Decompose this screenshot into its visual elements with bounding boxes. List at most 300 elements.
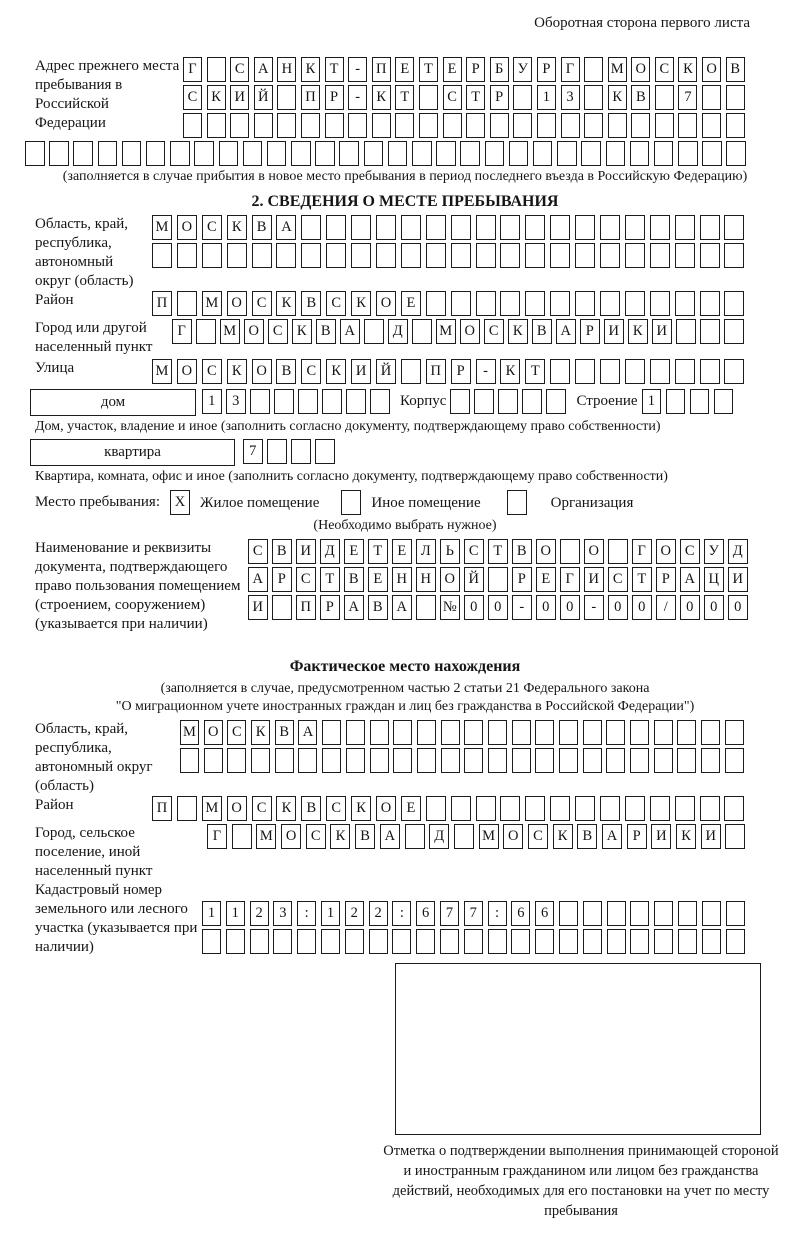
char-cell xyxy=(202,929,221,954)
char-cell xyxy=(346,389,366,414)
char-cell xyxy=(277,85,296,110)
char-cell xyxy=(370,748,389,773)
char-cell xyxy=(625,796,645,821)
char-cell: Е xyxy=(536,567,556,592)
char-cell xyxy=(535,748,554,773)
section2-title: 2. СВЕДЕНИЯ О МЕСТЕ ПРЕБЫВАНИЯ xyxy=(251,193,559,210)
char-cell: К xyxy=(207,85,226,110)
char-cell xyxy=(726,929,745,954)
char-cell: Й xyxy=(376,359,396,384)
char-cell: 2 xyxy=(250,901,269,926)
char-cell xyxy=(654,720,673,745)
char-cell: Т xyxy=(488,539,508,564)
char-cell xyxy=(230,113,249,138)
char-cell xyxy=(426,796,446,821)
char-cell xyxy=(557,141,577,166)
char-cell xyxy=(583,929,602,954)
char-cell: С xyxy=(183,85,202,110)
char-cell xyxy=(606,141,626,166)
char-cell xyxy=(726,85,745,110)
char-cell: М xyxy=(202,291,222,316)
char-cell: К xyxy=(292,319,312,344)
char-cell: 1 xyxy=(202,389,222,414)
gorod-row xyxy=(172,319,748,344)
char-cell xyxy=(714,389,734,414)
char-cell: 0 xyxy=(632,595,652,620)
char-cell: Р xyxy=(512,567,532,592)
char-cell: К xyxy=(227,359,247,384)
char-cell xyxy=(321,929,340,954)
char-cell xyxy=(725,748,744,773)
char-cell xyxy=(726,113,745,138)
char-cell xyxy=(250,389,270,414)
char-cell: И xyxy=(248,595,268,620)
raion-label: Район xyxy=(35,292,74,308)
raion3-label: Район xyxy=(35,797,74,813)
char-cell xyxy=(443,113,462,138)
char-cell: Т xyxy=(419,57,438,82)
gorod3-block xyxy=(30,824,780,881)
oblast3-row-1 xyxy=(180,720,749,745)
char-cell: Д xyxy=(429,824,449,849)
char-cell: К xyxy=(372,85,391,110)
char-cell: 1 xyxy=(642,389,662,414)
char-cell xyxy=(650,796,670,821)
char-cell: О xyxy=(631,57,650,82)
char-cell xyxy=(575,359,595,384)
char-cell xyxy=(441,748,460,773)
char-cell: - xyxy=(476,359,496,384)
char-cell: В xyxy=(355,824,375,849)
char-cell: В xyxy=(532,319,552,344)
char-cell: / xyxy=(656,595,676,620)
char-cell xyxy=(724,291,744,316)
char-cell xyxy=(559,929,578,954)
char-cell xyxy=(232,824,252,849)
char-cell xyxy=(177,291,197,316)
char-cell: 7 xyxy=(678,85,697,110)
char-cell xyxy=(346,748,365,773)
char-cell: Е xyxy=(344,539,364,564)
char-cell: 0 xyxy=(680,595,700,620)
char-cell xyxy=(581,141,601,166)
char-cell: - xyxy=(348,85,367,110)
char-cell xyxy=(700,291,720,316)
prev-address-row-2 xyxy=(183,85,749,110)
char-cell: - xyxy=(584,595,604,620)
char-cell: 3 xyxy=(226,389,246,414)
char-cell xyxy=(291,439,311,464)
char-cell xyxy=(584,85,603,110)
char-cell xyxy=(606,748,625,773)
char-cell: А xyxy=(298,720,317,745)
char-cell xyxy=(654,901,673,926)
char-cell xyxy=(583,720,602,745)
char-cell xyxy=(227,748,246,773)
char-cell: Й xyxy=(254,85,273,110)
char-cell xyxy=(606,720,625,745)
checkbox-inoe xyxy=(341,490,361,515)
char-cell: С xyxy=(252,291,272,316)
char-cell: К xyxy=(227,215,247,240)
char-cell xyxy=(654,748,673,773)
char-cell xyxy=(277,113,296,138)
char-cell: С xyxy=(296,567,316,592)
char-cell xyxy=(401,243,421,268)
char-cell: А xyxy=(392,595,412,620)
char-cell: Ь xyxy=(440,539,460,564)
char-cell: П xyxy=(152,796,172,821)
char-cell xyxy=(725,824,745,849)
char-cell xyxy=(500,796,520,821)
char-cell xyxy=(460,141,480,166)
char-cell xyxy=(488,720,507,745)
char-cell: К xyxy=(608,85,627,110)
char-cell xyxy=(392,929,411,954)
char-cell: 7 xyxy=(243,439,263,464)
char-cell: С xyxy=(655,57,674,82)
char-cell: М xyxy=(202,796,222,821)
char-cell: Д xyxy=(320,539,340,564)
char-cell: Р xyxy=(537,57,556,82)
char-cell xyxy=(416,595,436,620)
char-cell xyxy=(702,929,721,954)
char-cell: В xyxy=(726,57,745,82)
char-cell xyxy=(583,748,602,773)
char-cell: 1 xyxy=(537,85,556,110)
char-cell xyxy=(370,389,390,414)
char-cell: С xyxy=(268,319,288,344)
char-cell: В xyxy=(368,595,388,620)
char-cell xyxy=(512,748,531,773)
char-cell xyxy=(351,243,371,268)
char-cell xyxy=(395,113,414,138)
char-cell xyxy=(511,929,530,954)
char-cell xyxy=(322,389,342,414)
char-cell xyxy=(575,796,595,821)
char-cell xyxy=(412,141,432,166)
char-cell xyxy=(488,567,508,592)
char-cell xyxy=(488,929,507,954)
char-cell xyxy=(625,215,645,240)
char-cell: А xyxy=(556,319,576,344)
kvartira-cells xyxy=(243,439,339,464)
char-cell xyxy=(559,901,578,926)
char-cell xyxy=(560,539,580,564)
char-cell: В xyxy=(512,539,532,564)
char-cell xyxy=(607,929,626,954)
char-cell: И xyxy=(604,319,624,344)
char-cell: М xyxy=(256,824,276,849)
char-cell xyxy=(204,748,223,773)
char-cell xyxy=(451,796,471,821)
char-cell xyxy=(251,748,270,773)
char-cell xyxy=(272,595,292,620)
char-cell: О xyxy=(177,215,197,240)
char-cell xyxy=(525,796,545,821)
char-cell: С xyxy=(528,824,548,849)
char-cell xyxy=(600,796,620,821)
char-cell xyxy=(535,720,554,745)
char-cell: Д xyxy=(728,539,748,564)
char-cell: С xyxy=(248,539,268,564)
char-cell xyxy=(584,57,603,82)
char-cell xyxy=(451,215,471,240)
char-cell: К xyxy=(508,319,528,344)
char-cell xyxy=(322,748,341,773)
char-cell xyxy=(608,539,628,564)
char-cell xyxy=(525,215,545,240)
char-cell: П xyxy=(152,291,172,316)
char-cell: С xyxy=(484,319,504,344)
char-cell: О xyxy=(177,359,197,384)
char-cell xyxy=(177,796,197,821)
char-cell xyxy=(724,215,744,240)
char-cell: К xyxy=(326,359,346,384)
char-cell xyxy=(250,929,269,954)
char-cell xyxy=(450,389,470,414)
korpus-cells xyxy=(450,389,570,414)
char-cell xyxy=(417,748,436,773)
char-cell: К xyxy=(351,291,371,316)
char-cell: К xyxy=(351,796,371,821)
char-cell xyxy=(298,389,318,414)
prev-address-row-4 xyxy=(25,141,780,166)
kvartira-row xyxy=(30,439,780,467)
char-cell: С xyxy=(202,215,222,240)
char-cell xyxy=(726,901,745,926)
char-cell: А xyxy=(380,824,400,849)
char-cell: Т xyxy=(368,539,388,564)
char-cell xyxy=(650,359,670,384)
char-cell: 2 xyxy=(369,901,388,926)
char-cell xyxy=(196,319,216,344)
char-cell: Р xyxy=(325,85,344,110)
ulitsa-block xyxy=(30,359,780,387)
char-cell: 2 xyxy=(345,901,364,926)
oblast-row-1 xyxy=(152,215,749,240)
char-cell xyxy=(326,215,346,240)
option-inoe-label: Иное помещение xyxy=(371,494,481,511)
char-cell: С xyxy=(301,359,321,384)
kvartira-box: квартира xyxy=(30,439,235,466)
char-cell: В xyxy=(275,720,294,745)
char-cell: С xyxy=(608,567,628,592)
char-cell xyxy=(513,113,532,138)
char-cell: С xyxy=(306,824,326,849)
char-cell xyxy=(488,748,507,773)
char-cell xyxy=(219,141,239,166)
char-cell: М xyxy=(152,215,172,240)
char-cell xyxy=(702,113,721,138)
char-cell: И xyxy=(230,85,249,110)
char-cell: М xyxy=(479,824,499,849)
ulitsa-row xyxy=(152,359,749,384)
char-cell xyxy=(500,243,520,268)
kadastr-block xyxy=(30,881,780,957)
char-cell xyxy=(412,319,432,344)
char-cell: О xyxy=(244,319,264,344)
char-cell: В xyxy=(577,824,597,849)
char-cell: 0 xyxy=(464,595,484,620)
char-cell: Е xyxy=(401,291,421,316)
char-cell: Г xyxy=(561,57,580,82)
dom-note: Дом, участок, владение и иное (заполнить согласно документу, подтверждающему право собственности) xyxy=(35,419,661,434)
char-cell xyxy=(267,141,287,166)
char-cell xyxy=(301,113,320,138)
char-cell xyxy=(298,748,317,773)
char-cell: Р xyxy=(627,824,647,849)
char-cell: У xyxy=(513,57,532,82)
char-cell: Т xyxy=(395,85,414,110)
mesto-prebyvaniya-row xyxy=(30,490,780,515)
char-cell: Н xyxy=(416,567,436,592)
char-cell xyxy=(267,439,287,464)
char-cell xyxy=(339,141,359,166)
char-cell: Т xyxy=(632,567,652,592)
char-cell: К xyxy=(678,57,697,82)
char-cell xyxy=(655,85,674,110)
mesto-label: Место пребывания: xyxy=(35,494,160,510)
char-cell: М xyxy=(608,57,627,82)
char-cell xyxy=(426,291,446,316)
char-cell xyxy=(464,929,483,954)
char-cell xyxy=(500,291,520,316)
char-cell: С xyxy=(252,796,272,821)
char-cell: 3 xyxy=(561,85,580,110)
char-cell xyxy=(675,796,695,821)
char-cell: Н xyxy=(392,567,412,592)
char-cell: Р xyxy=(490,85,509,110)
char-cell xyxy=(226,929,245,954)
char-cell xyxy=(550,796,570,821)
char-cell xyxy=(678,929,697,954)
char-cell xyxy=(522,389,542,414)
ulitsa-label: Улица xyxy=(35,360,75,376)
char-cell: : xyxy=(392,901,411,926)
char-cell xyxy=(326,243,346,268)
char-cell xyxy=(243,141,263,166)
char-cell: О xyxy=(440,567,460,592)
char-cell: А xyxy=(276,215,296,240)
char-cell xyxy=(451,243,471,268)
char-cell xyxy=(122,141,142,166)
option-zhiloe-label: Жилое помещение xyxy=(200,494,320,511)
char-cell xyxy=(273,929,292,954)
char-cell xyxy=(702,85,721,110)
char-cell xyxy=(180,748,199,773)
char-cell xyxy=(152,243,172,268)
char-cell: 3 xyxy=(273,901,292,926)
char-cell: И xyxy=(584,567,604,592)
char-cell: 0 xyxy=(608,595,628,620)
char-cell xyxy=(291,141,311,166)
document-row-3 xyxy=(248,595,752,620)
char-cell xyxy=(170,141,190,166)
char-cell xyxy=(725,720,744,745)
char-cell xyxy=(207,57,226,82)
char-cell xyxy=(512,720,531,745)
char-cell xyxy=(369,929,388,954)
char-cell: С xyxy=(202,359,222,384)
char-cell: К xyxy=(301,57,320,82)
char-cell: К xyxy=(330,824,350,849)
char-cell xyxy=(301,215,321,240)
char-cell: О xyxy=(376,291,396,316)
oblast-block xyxy=(30,215,780,291)
char-cell: К xyxy=(251,720,270,745)
char-cell xyxy=(631,113,650,138)
char-cell xyxy=(575,291,595,316)
char-cell: О xyxy=(281,824,301,849)
raion3-block xyxy=(30,796,780,824)
oblast3-row-2 xyxy=(180,748,749,773)
stamp-caption: Отметка о подтверждении выполнения принимающей стороной и иностранным гражданином или лицом без гражданства действий, необходимых для его постановки на учет по месту пребывания xyxy=(383,1143,779,1219)
char-cell: О xyxy=(252,359,272,384)
char-cell xyxy=(454,824,474,849)
char-cell xyxy=(654,929,673,954)
kvartira-note: Квартира, комната, офис и иное (заполнить согласно документу, подтверждающему право собственности) xyxy=(35,469,668,484)
char-cell xyxy=(546,389,566,414)
char-cell xyxy=(630,929,649,954)
dom-cells xyxy=(202,389,394,414)
char-cell: В xyxy=(316,319,336,344)
char-cell: С xyxy=(464,539,484,564)
char-cell: В xyxy=(276,359,296,384)
char-cell xyxy=(346,720,365,745)
char-cell xyxy=(254,113,273,138)
char-cell: К xyxy=(276,291,296,316)
char-cell xyxy=(625,243,645,268)
char-cell: Р xyxy=(580,319,600,344)
char-cell xyxy=(655,113,674,138)
char-cell: И xyxy=(728,567,748,592)
raion-row xyxy=(152,291,749,316)
char-cell: П xyxy=(301,85,320,110)
char-cell: Р xyxy=(272,567,292,592)
char-cell xyxy=(678,113,697,138)
char-cell xyxy=(25,141,45,166)
char-cell: М xyxy=(220,319,240,344)
char-cell xyxy=(678,141,698,166)
char-cell xyxy=(675,359,695,384)
char-cell: О xyxy=(460,319,480,344)
char-cell: 6 xyxy=(416,901,435,926)
kadastr-row-2 xyxy=(202,929,749,954)
char-cell: В xyxy=(252,215,272,240)
char-cell: О xyxy=(584,539,604,564)
char-cell xyxy=(419,85,438,110)
oblast3-label: Область, край, республика, автономный округ (область) xyxy=(35,721,153,794)
char-cell xyxy=(600,215,620,240)
char-cell: С xyxy=(326,796,346,821)
char-cell xyxy=(322,720,341,745)
char-cell xyxy=(252,243,272,268)
char-cell: М xyxy=(180,720,199,745)
char-cell xyxy=(575,243,595,268)
char-cell: Ц xyxy=(704,567,724,592)
char-cell: № xyxy=(440,595,460,620)
char-cell xyxy=(701,720,720,745)
char-cell xyxy=(183,113,202,138)
char-cell xyxy=(700,319,720,344)
char-cell xyxy=(194,141,214,166)
prev-address-row-3 xyxy=(183,113,749,138)
char-cell xyxy=(474,389,494,414)
char-cell xyxy=(315,141,335,166)
char-cell xyxy=(364,319,384,344)
char-cell xyxy=(401,359,421,384)
